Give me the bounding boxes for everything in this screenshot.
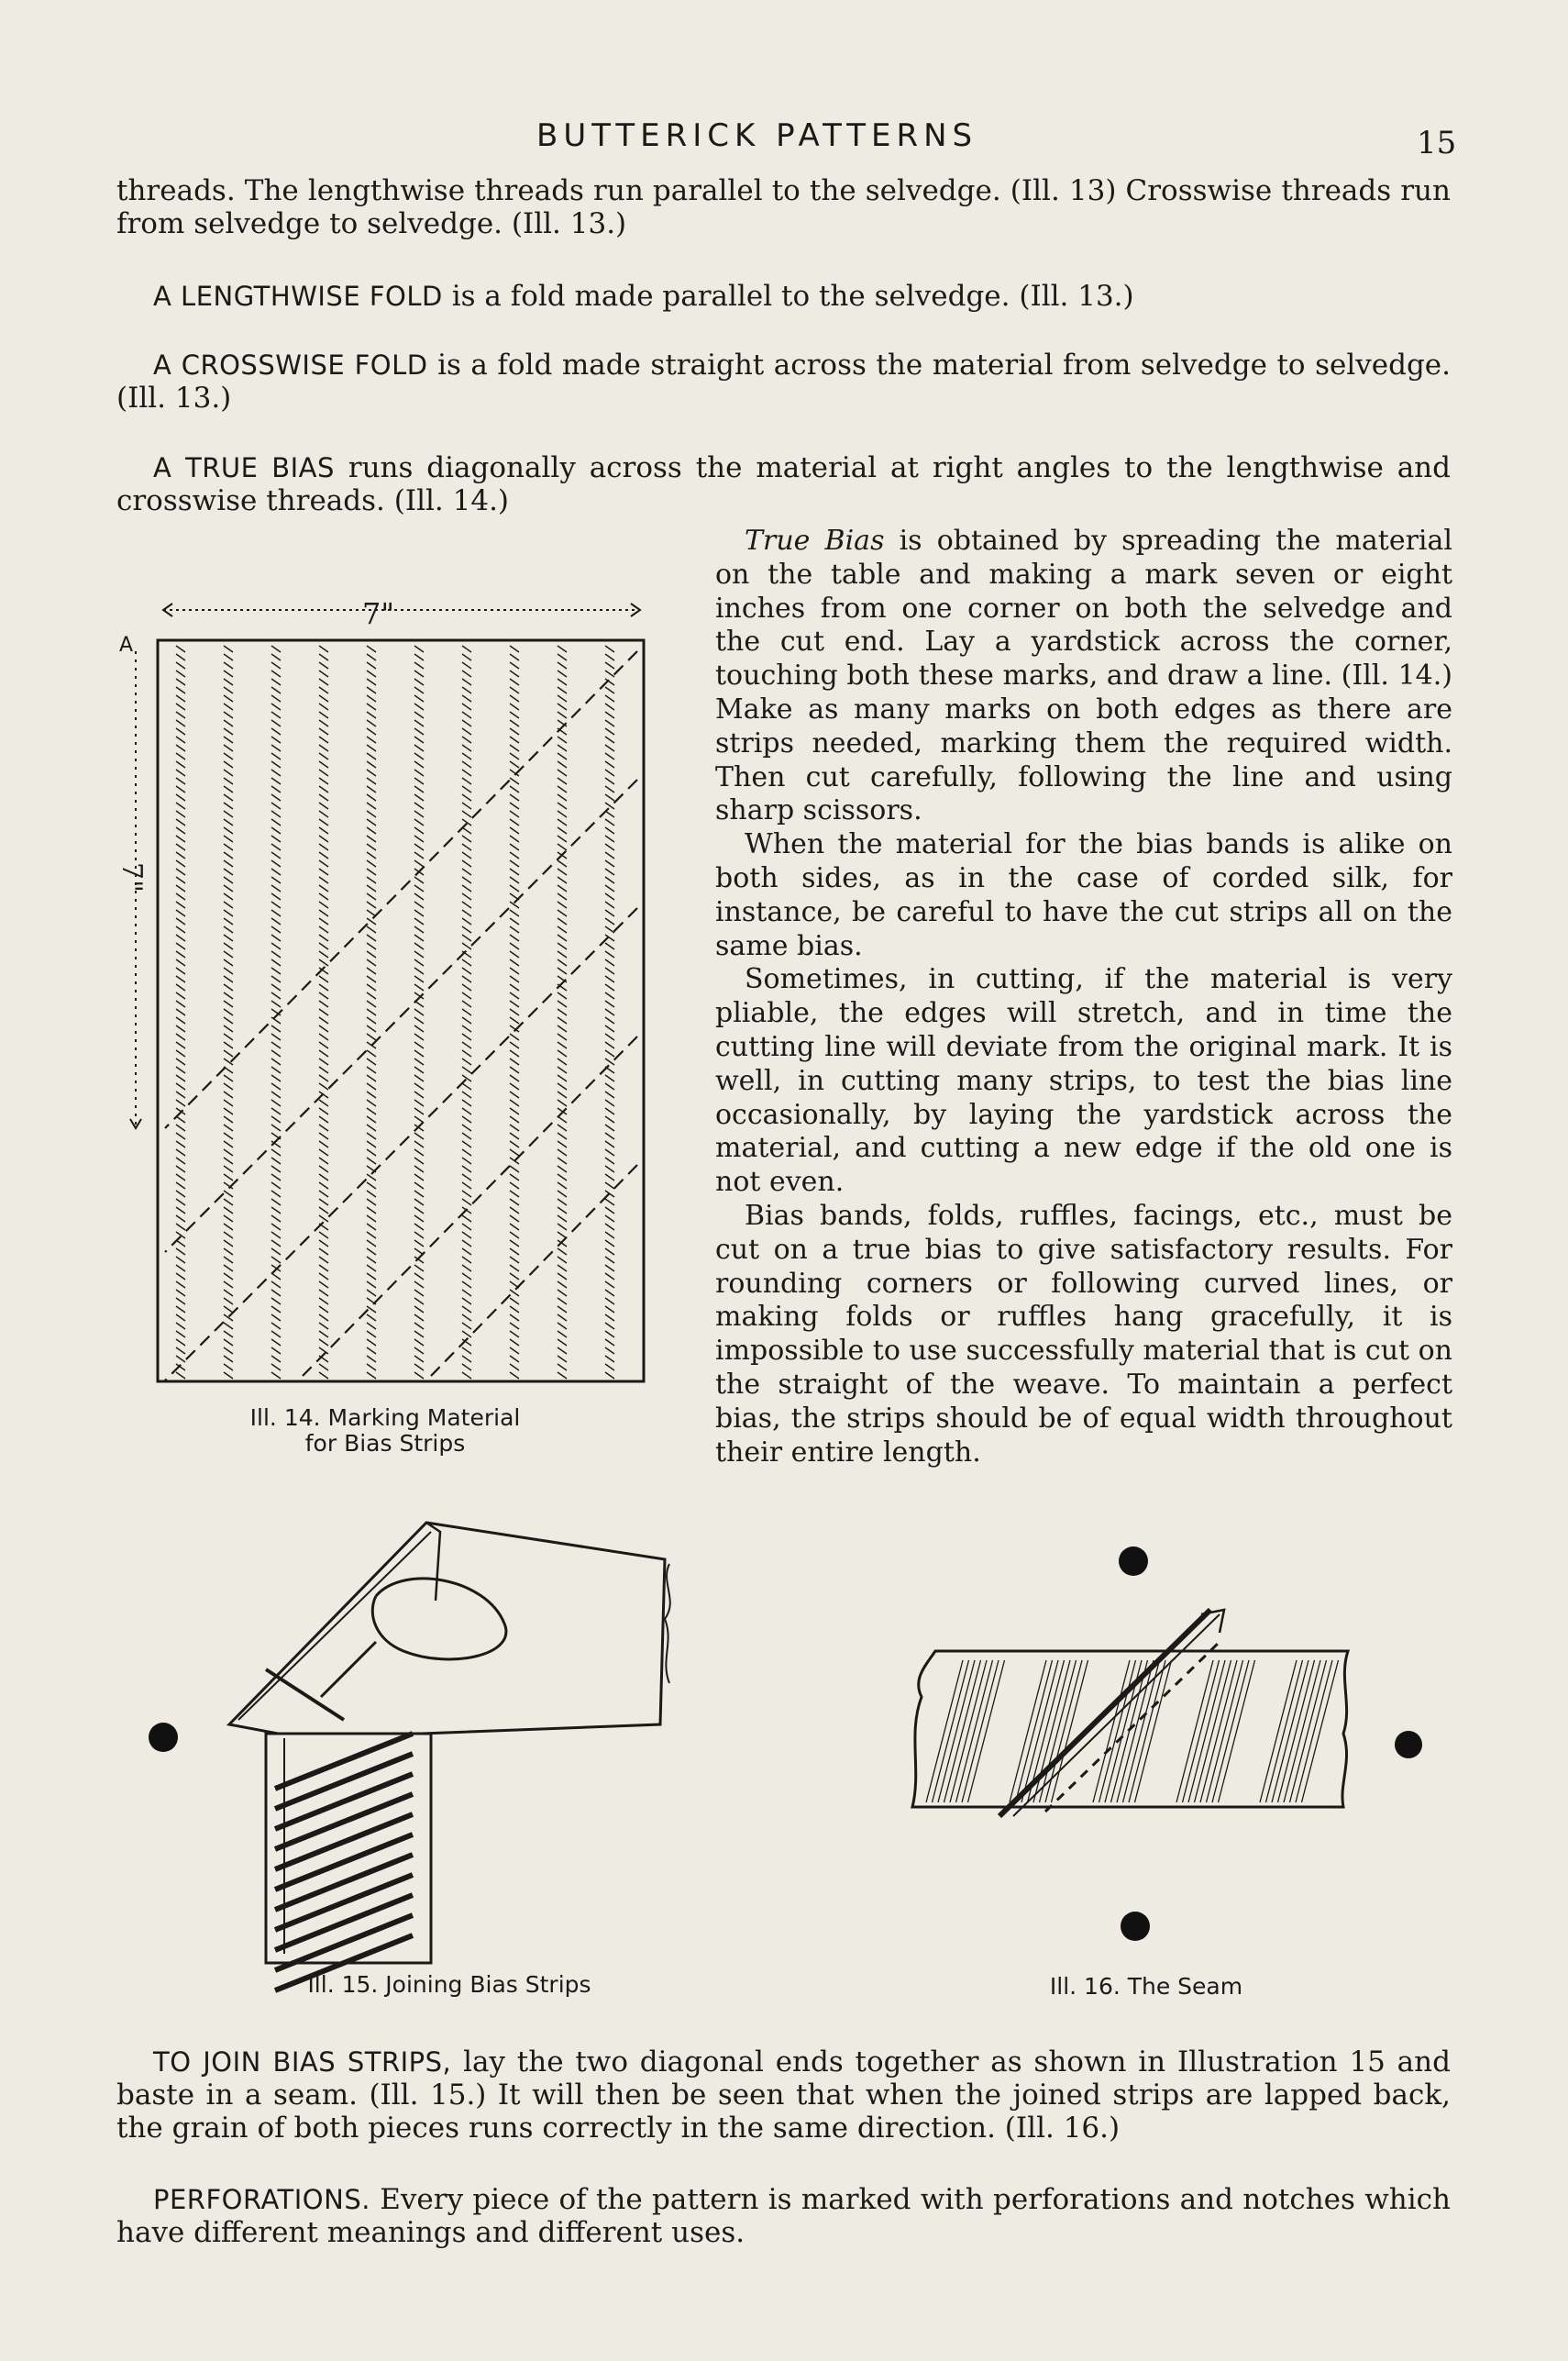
- perforations-term: PERFORATIONS.: [153, 2184, 370, 2215]
- ill14-caption-line2: for Bias Strips: [304, 1430, 466, 1457]
- crosswise-fold-text: is a fold made straight across the material from selvedge to selvedge. (Ill. 13.): [116, 349, 1451, 415]
- true-bias-emphasis: True Bias: [745, 525, 885, 557]
- perforations-paragraph: [116, 2183, 1451, 2249]
- true-bias-term: A TRUE BIAS: [153, 452, 335, 483]
- bias-paragraph-1-text: is obtained by spreading the material on the table and making a mark seven or eight inches from one corner on both the selvedge and the cut end. Lay a yardstick across the corner, touching both these marks, and draw a line. (Ill. 14.) Make as many marks on both edges as there are strips needed, marking them the required width. Then cut carefully, following the line and using sharp scissors.: [715, 525, 1452, 827]
- ill16-caption: Ill. 16. The Seam: [1049, 1973, 1243, 2000]
- perforation-dot: [1119, 1546, 1148, 1576]
- perforation-dot: [149, 1723, 178, 1752]
- join-strips-term: TO JOIN BIAS STRIPS,: [153, 2046, 452, 2078]
- intro-paragraph: threads. The lengthwise threads run parallel to the selvedge. (Ill. 13) Crosswise threads run from selvedge to selvedge. (Ill. 13.): [116, 174, 1451, 240]
- crosswise-fold-term: A CROSSWISE FOLD: [153, 349, 428, 381]
- ill14-corner-label: A: [119, 634, 134, 657]
- lengthwise-fold-text: is a fold made parallel to the selvedge. (Ill. 13.): [442, 280, 1134, 313]
- bias-paragraph-4: Bias bands, folds, ruffles, facings, etc., must be cut on a true bias to give satisfactory results. For rounding corners or following curved lines, or making folds or ruffles hang gracefully, it is impossible to use successfully material that is cut on the straight of the weave. To maintain a perfect bias, the strips should be of equal width throughout their entire length.: [715, 1199, 1452, 1469]
- perforations-text: Every piece of the pattern is marked with perforations and notches which have different meanings and different uses.: [116, 2183, 1451, 2249]
- ill14-side-measure: 7": [116, 862, 148, 892]
- join-strips-paragraph: [116, 2045, 1451, 2145]
- ill14-top-measure: 7": [362, 596, 395, 631]
- page-number: 15: [1417, 125, 1457, 161]
- perforation-dot: [1395, 1731, 1422, 1758]
- join-strips-text: lay the two diagonal ends together as shown in Illustration 15 and baste in a seam. (Ill. 15.) It will then be seen that when the joined strips are lapped back, the grain of both pieces runs correctly in the same direction. (Ill. 16.): [116, 2045, 1451, 2145]
- running-header: BUTTERICK PATTERNS: [536, 117, 978, 154]
- true-bias-text: runs diagonally across the material at right angles to the lengthwise and crosswise threads. (Ill. 14.): [116, 451, 1451, 517]
- ill15-caption: Ill. 15. Joining Bias Strips: [307, 1971, 591, 1998]
- perforation-dot: [1121, 1912, 1150, 1941]
- ill14-caption-line1: Ill. 14. Marking Material: [249, 1404, 521, 1431]
- lengthwise-fold-term: A LENGTHWISE FOLD: [153, 281, 443, 312]
- bias-paragraph-3: Sometimes, in cutting, if the material is very pliable, the edges will stretch, and in time the cutting line will deviate from the original mark. It is well, in cutting many strips, to test the bias line occasionally, by laying the yardstick across the material, and cutting a new edge if the old one is not even.: [715, 963, 1452, 1199]
- bias-paragraph-2: When the material for the bias bands is alike on both sides, as in the case of corded silk, for instance, be careful to have the cut strips all on the same bias.: [715, 828, 1452, 962]
